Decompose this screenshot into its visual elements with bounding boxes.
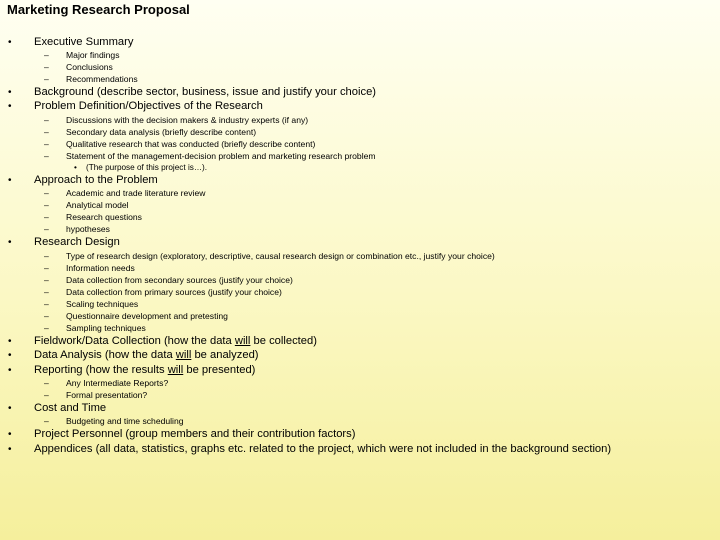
dash-marker: – <box>44 115 49 125</box>
bullet-marker: • <box>8 336 12 347</box>
sub-item: – Budgeting and time scheduling <box>44 416 184 426</box>
bullet-label: Project Personnel (group members and their contribution factors) <box>34 428 356 440</box>
bullet-problem-definition <box>8 100 263 113</box>
bullet-background <box>8 86 377 99</box>
bullet-marker: • <box>8 37 12 48</box>
sub-item: – Recommendations <box>44 74 138 84</box>
bullet-research-design <box>8 236 120 249</box>
dash-marker: – <box>44 251 49 261</box>
bullet-fieldwork <box>8 335 317 348</box>
bullet-label: Approach to the Problem <box>34 174 158 186</box>
bullet-marker: • <box>8 350 12 361</box>
dash-marker: – <box>44 62 49 72</box>
bullet-label: Appendices (all data, statistics, graphs etc. related to the project, which were not included in the background section) <box>34 443 612 455</box>
bullet-label: Reporting (how the results will be presented) <box>34 364 256 376</box>
sub-item: – Analytical model <box>44 200 129 210</box>
bullet-marker: • <box>8 87 12 98</box>
sub-item: – Conclusions <box>44 62 113 72</box>
bullet-label: Data Analysis (how the data will be analyzed) <box>34 349 259 361</box>
bullet-marker: • <box>8 444 12 455</box>
bullet-label: Fieldwork/Data Collection (how the data will be collected) <box>34 335 317 347</box>
bullet-marker: • <box>8 429 12 440</box>
bullet-cost-time <box>8 402 107 415</box>
sub-item: – Formal presentation? <box>44 390 148 400</box>
dash-marker: – <box>44 378 49 388</box>
dash-marker: – <box>44 416 49 426</box>
bullet-project-personnel <box>8 428 356 441</box>
bullet-label: Background (describe sector, business, issue and justify your choice) <box>34 86 377 98</box>
dash-marker: – <box>44 263 49 273</box>
sub-item: – Data collection from secondary sources (justify your choice) <box>44 275 293 285</box>
bullet-data-analysis <box>8 349 259 362</box>
dash-marker: – <box>44 127 49 137</box>
bullet-label: Problem Definition/Objectives of the Research <box>34 100 263 112</box>
dash-marker: – <box>44 299 49 309</box>
bullet-appendices <box>8 443 612 456</box>
sub-item: – Questionnaire development and pretesting <box>44 311 228 321</box>
dash-marker: – <box>44 50 49 60</box>
bullet-reporting <box>8 364 256 377</box>
dash-marker: – <box>44 323 49 333</box>
sub-item: – hypotheses <box>44 224 110 234</box>
sub-item: – Secondary data analysis (briefly describe content) <box>44 127 257 137</box>
slide-title: Marketing Research Proposal <box>7 2 190 17</box>
sub-item: – Research questions <box>44 212 142 222</box>
bullet-marker: • <box>8 365 12 376</box>
dash-marker: – <box>44 287 49 297</box>
dash-marker: – <box>44 151 49 161</box>
sub-item: – Any Intermediate Reports? <box>44 378 169 388</box>
dash-marker: – <box>44 390 49 400</box>
sub-item: – Scaling techniques <box>44 299 139 309</box>
bullet-marker: • <box>8 403 12 414</box>
bullet-marker: • <box>8 101 12 112</box>
dash-marker: – <box>44 188 49 198</box>
dash-marker: – <box>44 200 49 210</box>
bullet-marker: • <box>74 163 77 172</box>
bullet-label: Cost and Time <box>34 402 107 414</box>
dash-marker: – <box>44 311 49 321</box>
bullet-label: Research Design <box>34 236 120 248</box>
dash-marker: – <box>44 139 49 149</box>
sub-item: – Sampling techniques <box>44 323 146 333</box>
bullet-marker: • <box>8 175 12 186</box>
bullet-label: Executive Summary <box>34 36 134 48</box>
dash-marker: – <box>44 212 49 222</box>
sub-sub-item: • (The purpose of this project is…). <box>74 163 208 172</box>
dash-marker: – <box>44 275 49 285</box>
dash-marker: – <box>44 224 49 234</box>
sub-item: – Data collection from primary sources (justify your choice) <box>44 287 282 297</box>
sub-item: – Information needs <box>44 263 135 273</box>
sub-item: – Statement of the management-decision problem and marketing research problem <box>44 151 376 161</box>
bullet-approach <box>8 174 158 187</box>
dash-marker: – <box>44 74 49 84</box>
sub-item: – Discussions with the decision makers & industry experts (if any) <box>44 115 309 125</box>
sub-item: – Academic and trade literature review <box>44 188 206 198</box>
sub-item: – Type of research design (exploratory, descriptive, causal research design or combination etc., justify your choice) <box>44 251 495 261</box>
sub-item: – Qualitative research that was conducted (briefly describe content) <box>44 139 316 149</box>
bullet-executive-summary <box>8 36 134 49</box>
sub-item: – Major findings <box>44 50 120 60</box>
bullet-marker: • <box>8 237 12 248</box>
